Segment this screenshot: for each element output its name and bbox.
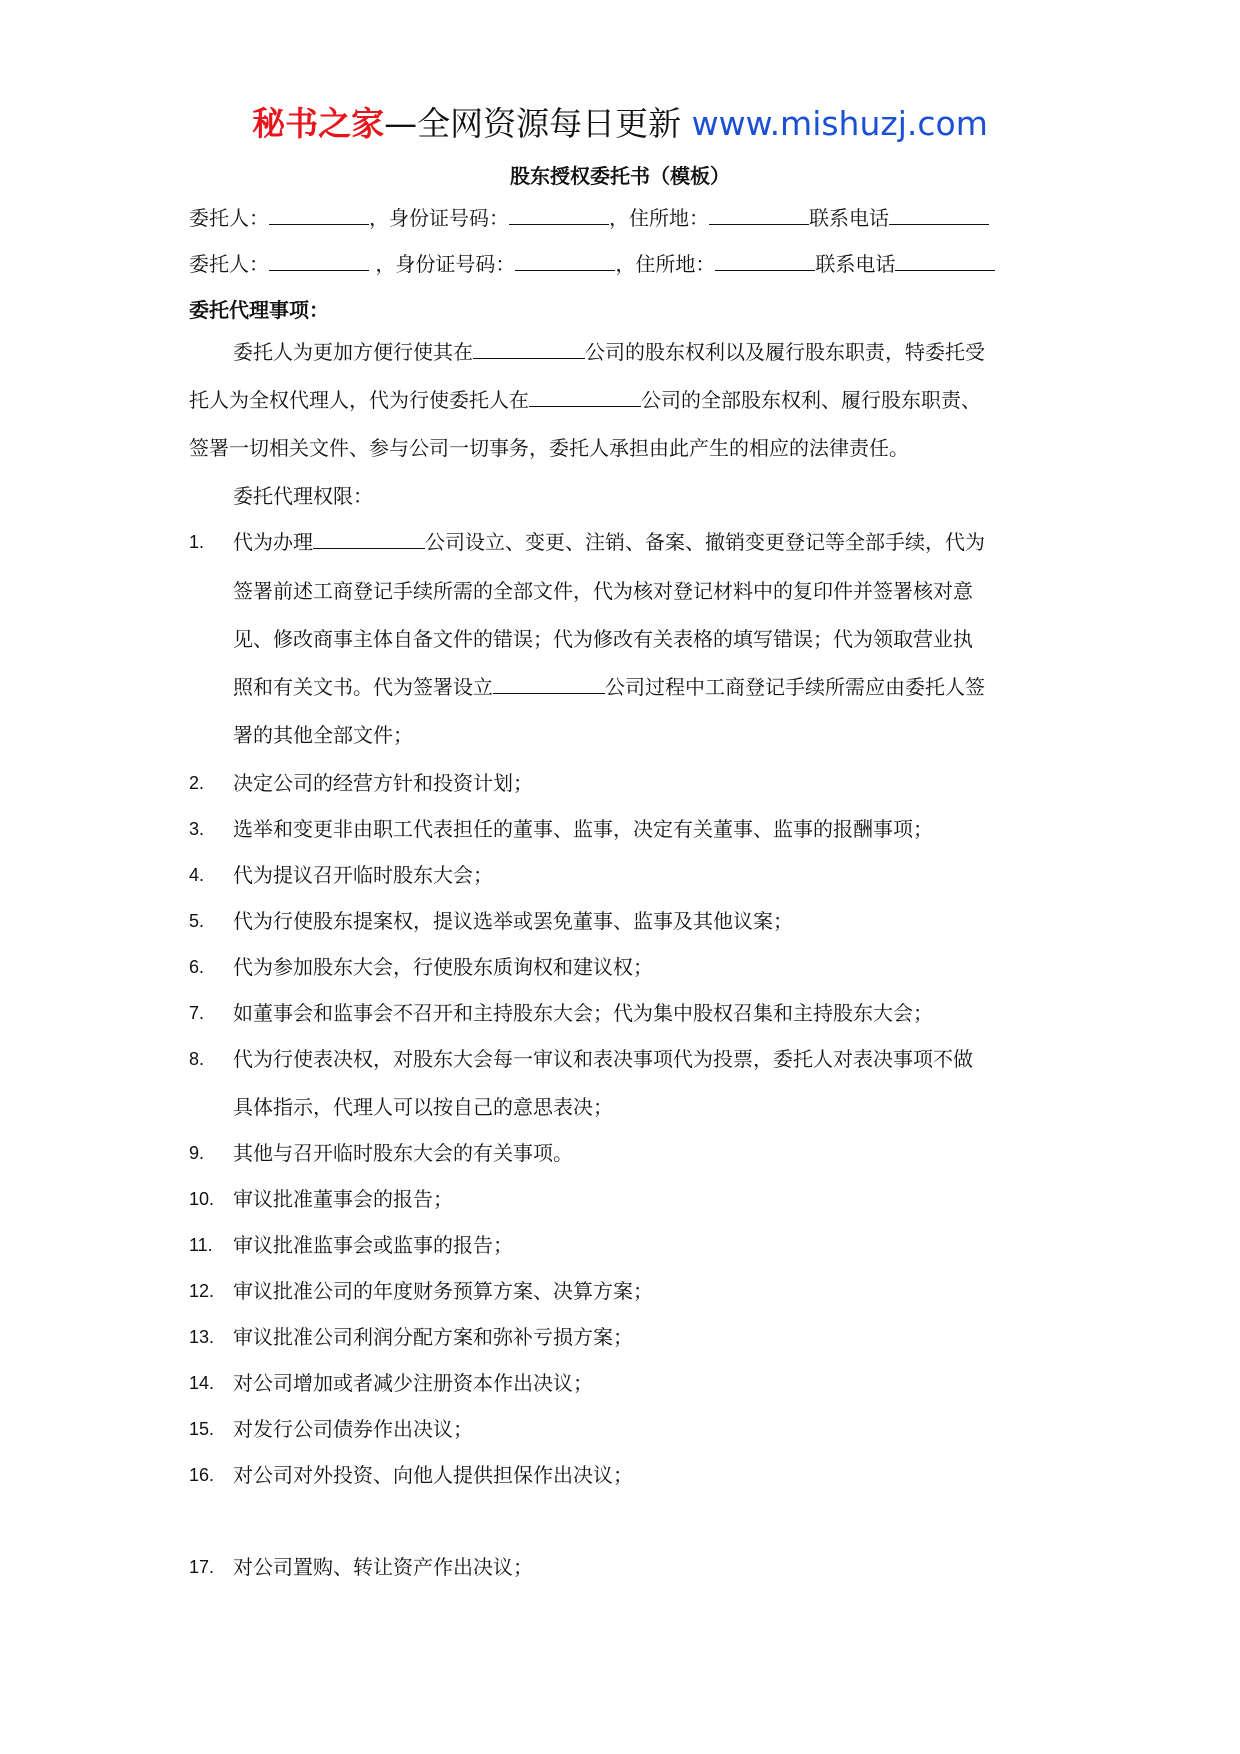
list-number: 12. [189, 1281, 215, 1301]
intro-text: 托人为全权代理人，代为行使委托人在 [189, 388, 529, 412]
list-number: 2. [189, 773, 205, 793]
list-item: 代为参加股东大会，行使股东质询权和建议权； [233, 955, 653, 979]
list-number: 15. [189, 1419, 215, 1439]
list-item: 代为提议召开临时股东大会； [233, 863, 493, 887]
address-blank [715, 248, 815, 271]
company-blank [313, 526, 425, 549]
intro-line-1 [233, 336, 985, 368]
list-item: 其他与召开临时股东大会的有关事项。 [233, 1141, 573, 1165]
phone-blank [895, 248, 995, 271]
list-item: 具体指示，代理人可以按自己的意思表决； [233, 1095, 613, 1119]
list-number: 10. [189, 1189, 215, 1209]
list-item: 审议批准公司的年度财务预算方案、决算方案； [233, 1279, 653, 1303]
list-number: 5. [189, 911, 205, 931]
list-item: 代为行使股东提案权，提议选举或罢免董事、监事及其他议案； [233, 909, 793, 933]
principal-blank [269, 248, 369, 271]
item-text: 代为办理 [233, 530, 313, 554]
principal-label: 委托人： [189, 206, 269, 230]
address-label: ，住所地： [615, 252, 716, 276]
list-number: 9. [189, 1143, 205, 1163]
list-item: 如董事会和监事会不召开和主持股东大会；代为集中股权召集和主持股东大会； [233, 1001, 933, 1025]
list-item: 对公司置购、转让资产作出决议； [233, 1555, 533, 1579]
list-number: 14. [189, 1373, 215, 1393]
list-number: 4. [189, 865, 205, 885]
company-blank [529, 384, 641, 407]
party-line-2 [189, 248, 995, 280]
banner-brand: 秘书之家 [252, 104, 385, 143]
id-label: ，身份证号码： [369, 206, 509, 230]
list-item: 签署前述工商登记手续所需的全部文件，代为核对登记材料中的复印件并签署核对意 [233, 579, 973, 603]
list-item: 审议批准公司利润分配方案和弥补亏损方案； [233, 1325, 633, 1349]
id-label: ，身份证号码： [375, 252, 516, 276]
list-item [233, 526, 985, 558]
list-item: 审议批准董事会的报告； [233, 1187, 453, 1211]
list-item: 对公司增加或者减少注册资本作出决议； [233, 1371, 593, 1395]
list-number: 7. [189, 1003, 205, 1023]
list-item: 见、修改商事主体自备文件的错误；代为修改有关表格的填写错误；代为领取营业执 [233, 627, 973, 651]
document-title: 股东授权委托书（模板） [510, 164, 730, 188]
list-item [233, 671, 985, 703]
intro-text: 公司的股东权利以及履行股东职责，特委托受 [585, 340, 985, 364]
address-blank [709, 202, 809, 225]
list-item: 署的其他全部文件； [233, 723, 413, 747]
list-item: 对发行公司债券作出决议； [233, 1417, 473, 1441]
phone-label: 联系电话 [815, 252, 896, 276]
principal-blank [269, 202, 369, 225]
list-number: 6. [189, 957, 205, 977]
list-number: 17. [189, 1557, 215, 1577]
section-heading: 委托代理事项： [189, 298, 329, 322]
banner-url: www.mishuzj.com [691, 104, 988, 143]
address-label: ，住所地： [609, 206, 709, 230]
list-item: 审议批准监事会或监事的报告； [233, 1233, 513, 1257]
item-text: 公司设立、变更、注销、备案、撤销变更登记等全部手续，代为 [425, 530, 985, 554]
list-item: 对公司对外投资、向他人提供担保作出决议； [233, 1463, 633, 1487]
list-number: 16. [189, 1465, 215, 1485]
phone-label: 联系电话 [809, 206, 889, 230]
list-number: 11. [189, 1235, 213, 1255]
principal-label: 委托人： [189, 252, 269, 276]
list-item: 选举和变更非由职工代表担任的董事、监事，决定有关董事、监事的报酬事项； [233, 817, 933, 841]
intro-line-2 [189, 384, 981, 416]
phone-blank [889, 202, 989, 225]
id-blank [509, 202, 609, 225]
list-number: 3. [189, 819, 205, 839]
company-blank [493, 671, 605, 694]
list-item: 代为行使表决权，对股东大会每一审议和表决事项代为投票，委托人对表决事项不做 [233, 1047, 973, 1071]
list-number: 1. [189, 532, 205, 552]
list-number: 13. [189, 1327, 215, 1347]
party-line-1 [189, 202, 989, 234]
item-text: 公司过程中工商登记手续所需应由委托人签 [605, 675, 985, 699]
id-blank [515, 248, 615, 271]
list-number: 8. [189, 1049, 205, 1069]
scope-heading: 委托代理权限： [233, 484, 373, 508]
intro-text: 公司的全部股东权利、履行股东职责、 [641, 388, 981, 412]
intro-text: 委托人为更加方便行使其在 [233, 340, 473, 364]
site-banner [0, 100, 1240, 148]
company-blank [473, 336, 585, 359]
item-text: 照和有关文书。代为签署设立 [233, 675, 493, 699]
intro-line-3: 签署一切相关文件、参与公司一切事务，委托人承担由此产生的相应的法律责任。 [189, 436, 909, 460]
banner-slogan: —全网资源每日更新 [384, 104, 682, 143]
list-item: 决定公司的经营方针和投资计划； [233, 771, 533, 795]
